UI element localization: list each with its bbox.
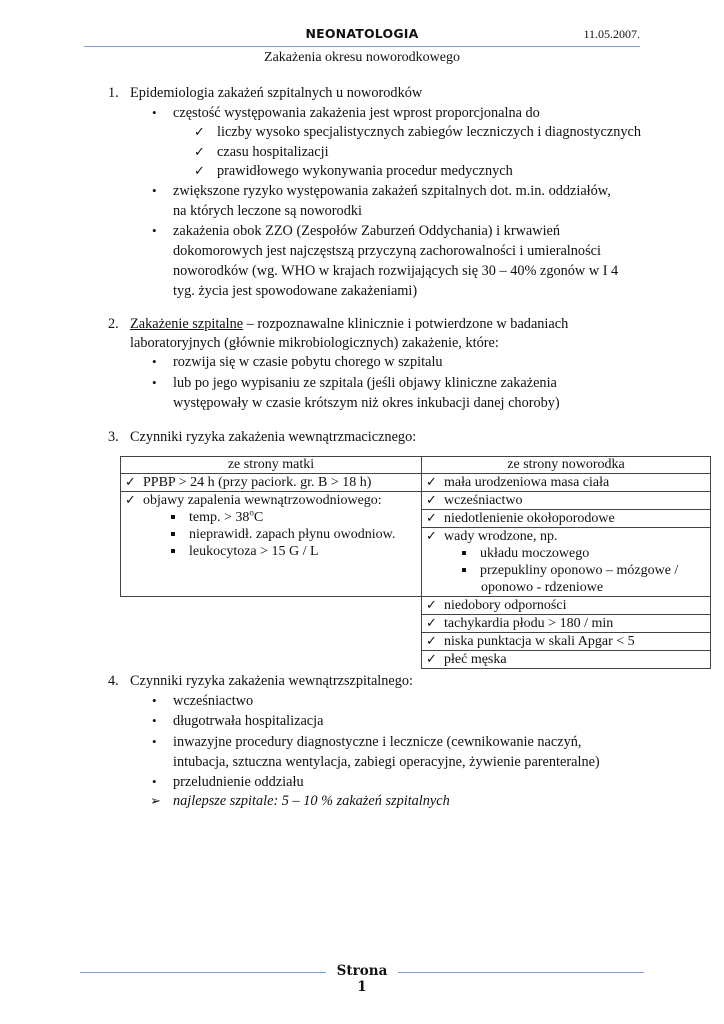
check-icon: ✓ — [426, 492, 437, 507]
check-icon: ✓ — [194, 124, 205, 139]
square-bullet-icon — [171, 532, 175, 536]
bullet-icon: • — [152, 693, 157, 708]
section1-bullet3-line2: dokomorowych jest najczęstszą przyczyną zachorowalności i umieralności — [173, 243, 601, 259]
header-divider — [84, 46, 640, 47]
table-cell — [422, 597, 711, 615]
mother-subfactor-leukocytosis: leukocytoza > 15 G / L — [189, 544, 319, 559]
footer-page-label: Strona 1 — [336, 963, 388, 995]
newborn-subfactor-hernia-line2: oponowo - rdzeniowe — [481, 580, 604, 595]
table-row — [121, 651, 711, 669]
section1-check1: liczby wysoko specjalistycznych zabiegów leczniczych i diagnostycznych — [217, 124, 641, 140]
section2-bullet2-line2: występowały w czasie krótszym niż okres inkubacji danej choroby) — [173, 395, 560, 411]
header-date: 11.05.2007. — [583, 27, 640, 41]
bullet-icon: • — [152, 734, 157, 749]
page-header — [84, 26, 640, 46]
temp-unit: C — [253, 510, 264, 525]
mother-subfactor-odor: nieprawidł. zapach płynu owodniow. — [189, 527, 396, 542]
newborn-factor-hypoxia: niedotlenienie okołoporodowe — [444, 511, 615, 526]
bullet-icon: • — [152, 105, 157, 120]
table-row — [121, 597, 711, 615]
table-cell — [422, 510, 711, 528]
footer-divider-left — [80, 972, 326, 973]
section4-bullet3-line2: intubacja, sztuczna wentylacja, zabiegi operacyjne, żywienie parenteralne) — [173, 754, 600, 770]
arrow-icon: ➢ — [150, 793, 161, 808]
table-cell — [422, 492, 711, 510]
section4-note-text: najlepsze szpitale: 5 – 10 % zakażeń szpitalnych — [173, 793, 450, 809]
section2-definition-line2: laboratoryjnych (głównie mikrobiologicznych) zakażenie, które: — [130, 335, 499, 351]
document-subtitle: Zakażenia okresu noworodkowego — [264, 50, 460, 65]
newborn-subfactor-hernia-line1: przepukliny oponowo – mózgowe / — [480, 563, 679, 578]
table-cell — [422, 633, 711, 651]
section1-title: Epidemiologia zakażeń szpitalnych u noworodków — [130, 85, 423, 101]
newborn-factor-immunodeficiency: niedobory odporności — [444, 598, 567, 613]
table-cell-empty — [121, 615, 422, 633]
table-header-newborn: ze strony noworodka — [422, 457, 711, 474]
table-cell — [422, 615, 711, 633]
section4-bullet1: wcześniactwo — [173, 693, 254, 709]
table-cell — [422, 474, 711, 492]
check-icon: ✓ — [426, 528, 437, 543]
section4-bullet2: długotrwała hospitalizacja — [173, 713, 324, 729]
mother-factor-ppbp: PPBP > 24 h (przy paciork. gr. B > 18 h) — [143, 475, 372, 490]
bullet-icon: • — [152, 223, 157, 238]
section1-bullet3-line3: noworodków (wg. WHO w krajach rozwijających się 30 – 40% zgonów w I 4 — [173, 263, 619, 279]
footer-divider-right — [398, 972, 644, 973]
table-cell — [422, 651, 711, 669]
section2-bullet2-line1: lub po jego wypisaniu ze szpitala (jeśli objawy kliniczne zakażenia — [173, 375, 557, 391]
bullet-icon: • — [152, 375, 157, 390]
section2-bullet1: rozwija się w czasie pobytu chorego w szpitalu — [173, 354, 443, 370]
section1-bullet3-line1: zakażenia obok ZZO (Zespołów Zaburzeń Oddychania) i krwawień — [173, 223, 561, 239]
check-icon: ✓ — [426, 651, 437, 666]
newborn-factor-tachycardia: tachykardia płodu > 180 / min — [444, 616, 614, 631]
check-icon: ✓ — [426, 597, 437, 612]
newborn-factor-male-sex: płeć męska — [444, 652, 507, 667]
table-header-mother: ze strony matki — [121, 457, 422, 474]
check-icon: ✓ — [194, 144, 205, 159]
newborn-factor-defects: wady wrodzone, np. — [444, 529, 558, 544]
check-icon: ✓ — [125, 474, 136, 489]
section2-definition-text: – rozpoznawalne klinicznie i potwierdzone w badaniach — [243, 316, 569, 332]
table-row — [121, 615, 711, 633]
check-icon: ✓ — [194, 163, 205, 178]
section4-bullet4: przeludnienie oddziału — [173, 774, 304, 790]
section4-number: 4. — [108, 673, 119, 689]
header-title: NEONATOLOGIA — [305, 26, 419, 41]
table-row — [121, 474, 711, 492]
table-cell-empty — [121, 633, 422, 651]
bullet-icon: • — [152, 713, 157, 728]
bullet-icon: • — [152, 183, 157, 198]
section1-number: 1. — [108, 85, 119, 101]
square-bullet-icon — [171, 515, 175, 519]
bullet-icon: • — [152, 774, 157, 789]
section4-note — [173, 792, 450, 810]
check-icon: ✓ — [125, 492, 136, 507]
section2-term: Zakażenie szpitalne — [130, 316, 244, 332]
section2-number: 2. — [108, 316, 119, 332]
section3-number: 3. — [108, 429, 119, 445]
newborn-factor-birthweight: mała urodzeniowa masa ciała — [444, 475, 610, 490]
section2-definition-line1 — [130, 315, 568, 333]
section1-bullet2-line2: na których leczone są noworodki — [173, 203, 362, 219]
section1-bullet3-line4: tyg. życia jest spowodowane zakażeniami) — [173, 283, 418, 299]
newborn-factor-apgar: niska punktacja w skali Apgar < 5 — [444, 634, 635, 649]
table-cell-empty — [121, 651, 422, 669]
square-bullet-icon — [462, 551, 466, 555]
mother-factor-amnionitis: objawy zapalenia wewnątrzowodniowego: — [143, 493, 382, 508]
check-icon: ✓ — [426, 474, 437, 489]
square-bullet-icon — [171, 549, 175, 553]
table-cell-newborn-defects — [422, 528, 711, 597]
table-row — [121, 492, 711, 510]
mother-subfactor-temp: temp. > 38 — [189, 510, 250, 525]
section3-title: Czynniki ryzyka zakażenia wewnątrzmacicznego: — [130, 429, 417, 445]
degree-sign: o — [249, 507, 254, 518]
section1-check2: czasu hospitalizacji — [217, 144, 329, 160]
bullet-icon: • — [152, 354, 157, 369]
section1-bullet2-line1: zwiększone ryzyko występowania zakażeń szpitalnych dot. m.in. oddziałów, — [173, 183, 611, 199]
newborn-factor-prematurity: wcześniactwo — [444, 493, 523, 508]
table-cell-mother-symptoms — [121, 492, 422, 597]
table-cell — [121, 474, 422, 492]
check-icon: ✓ — [426, 510, 437, 525]
check-icon: ✓ — [426, 615, 437, 630]
newborn-subfactor-urinary: układu moczowego — [480, 546, 590, 561]
section1-bullet1: częstość występowania zakażenia jest wprost proporcjonalna do — [173, 105, 540, 121]
section4-bullet3-line1: inwazyjne procedury diagnostyczne i lecznicze (cewnikowanie naczyń, — [173, 734, 582, 750]
table-cell-empty — [121, 597, 422, 615]
section1-check3: prawidłowego wykonywania procedur medycznych — [217, 163, 513, 179]
square-bullet-icon — [462, 568, 466, 572]
table-row — [121, 457, 711, 474]
section4-title: Czynniki ryzyka zakażenia wewnątrzszpitalnego: — [130, 673, 414, 689]
check-icon: ✓ — [426, 633, 437, 648]
table-row — [121, 633, 711, 651]
risk-factors-table — [120, 456, 711, 669]
